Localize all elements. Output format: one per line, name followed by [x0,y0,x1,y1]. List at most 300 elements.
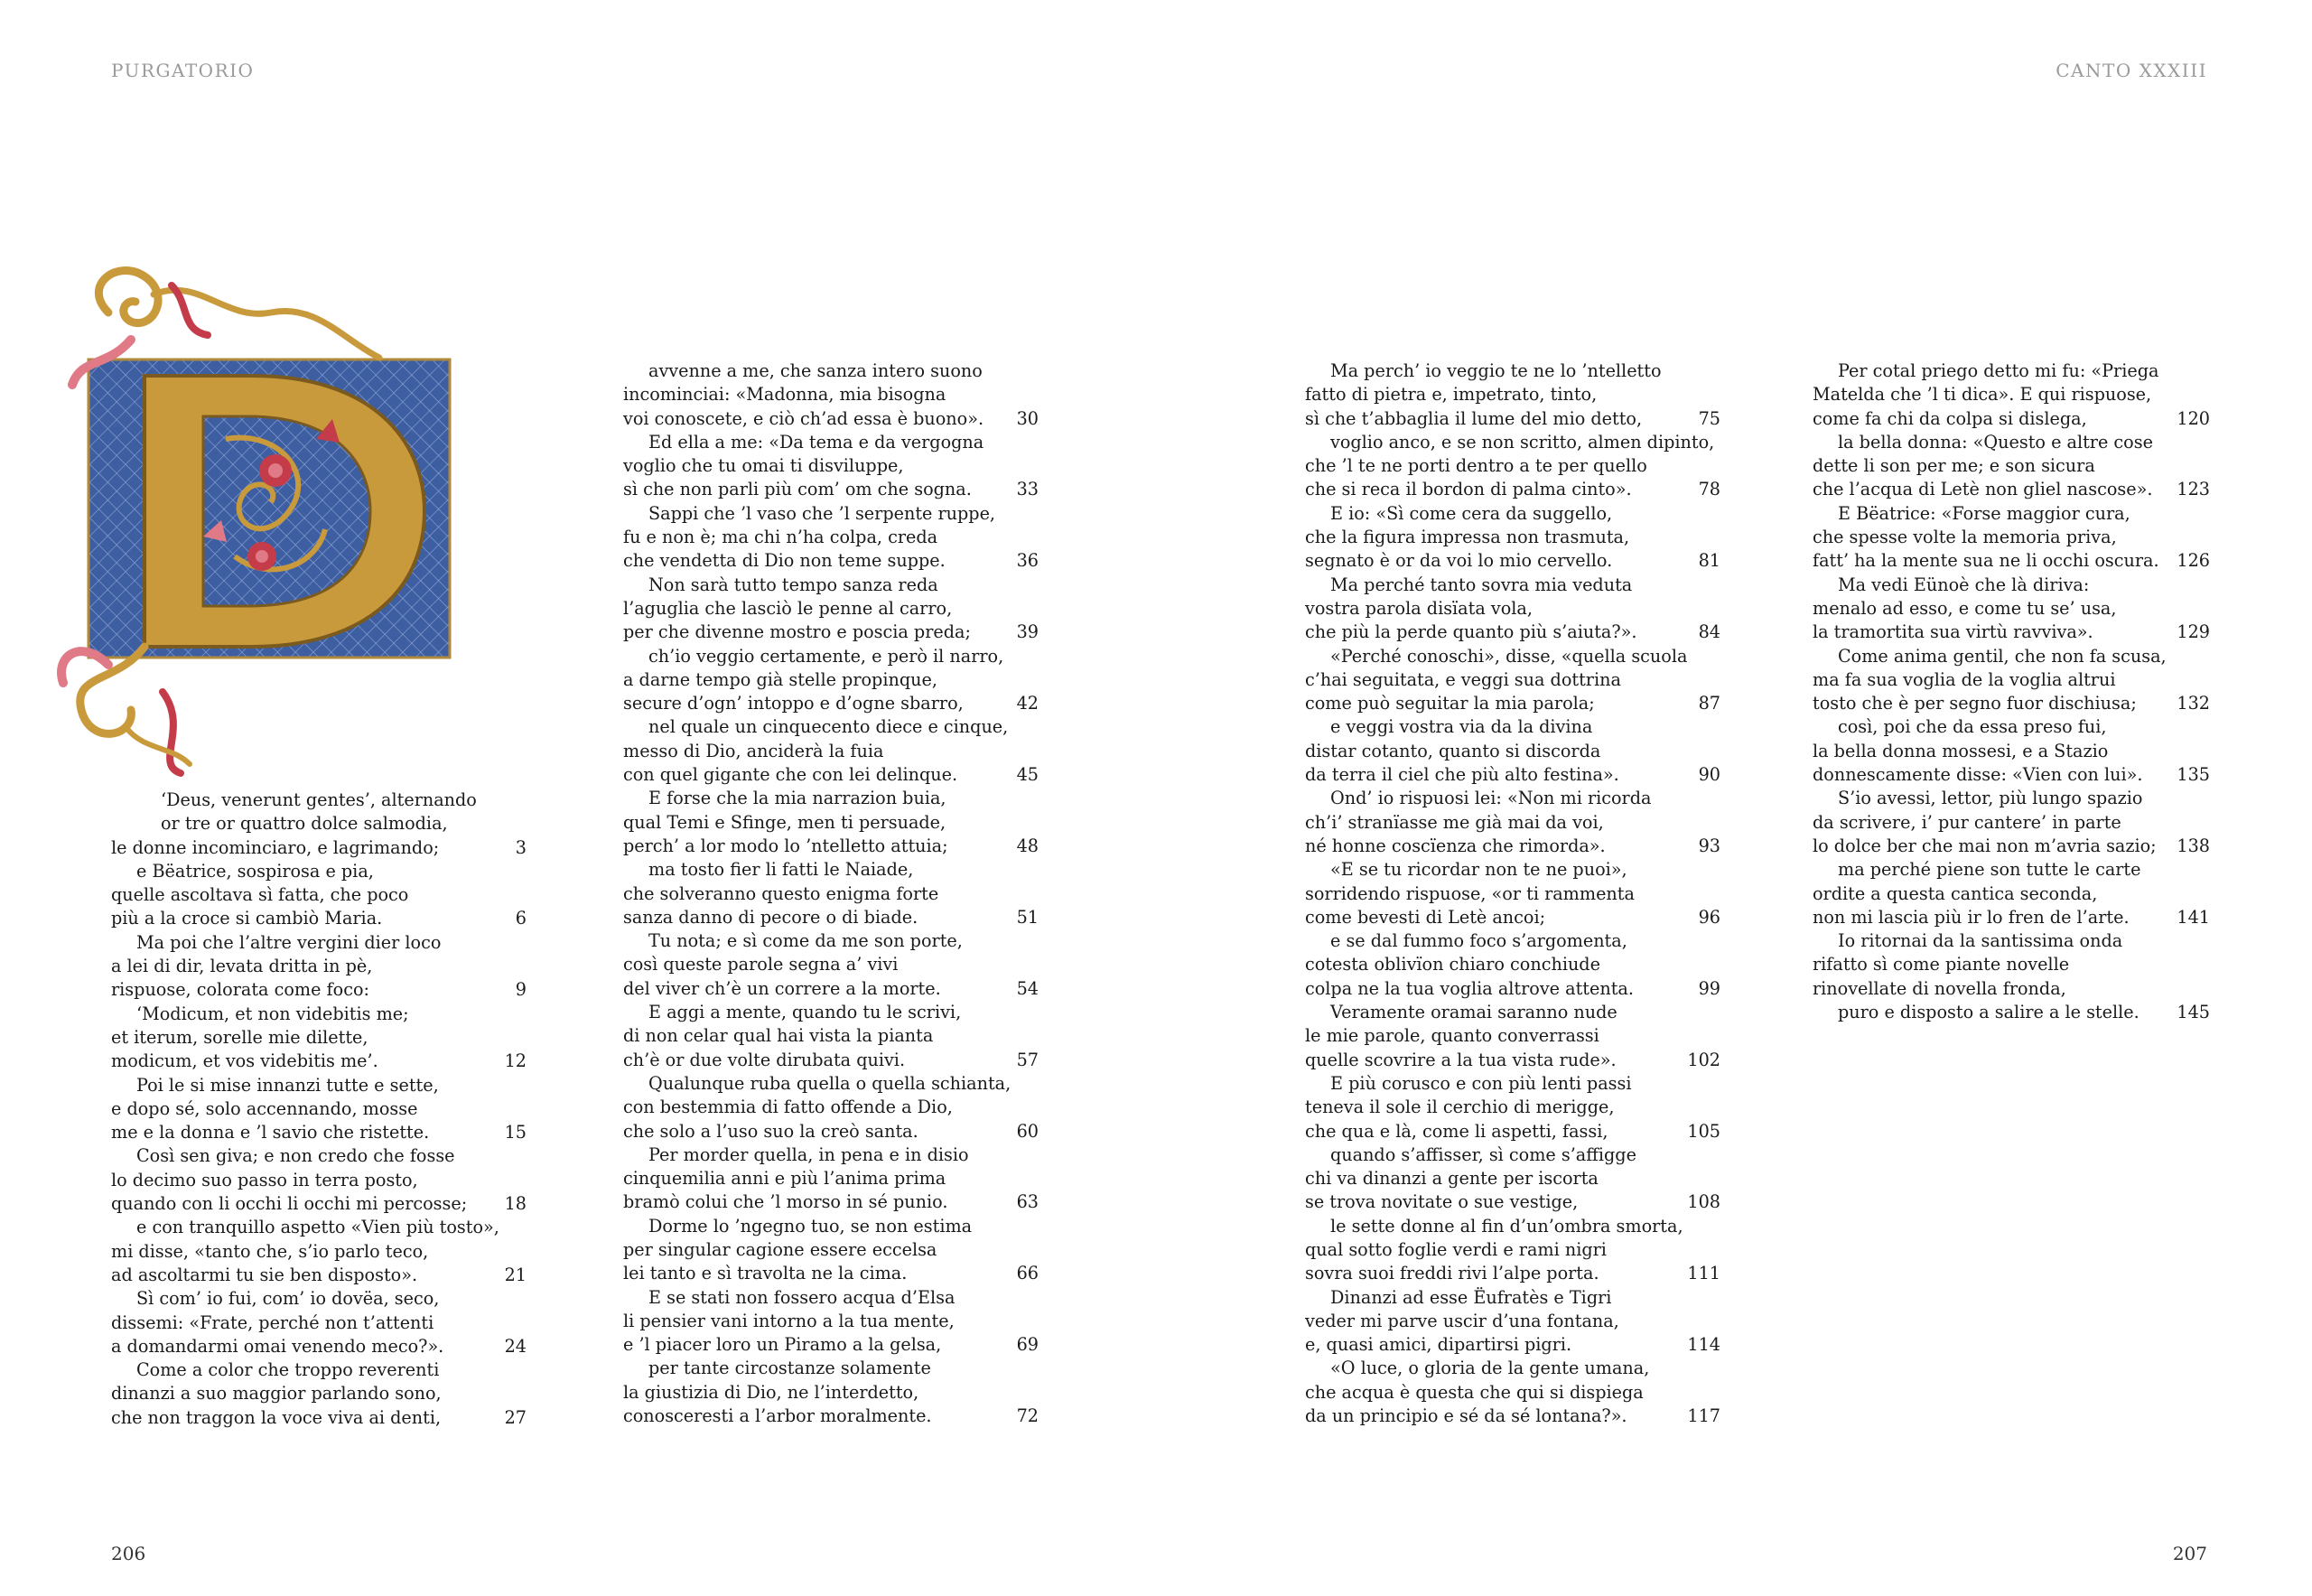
verse-line [1813,835,2210,858]
verse-text: sanza danno di pecore o di biade. [623,906,918,928]
page-number-left: 206 [111,1543,146,1564]
verse-text: et iterum, sorelle mie dilette, [111,1026,368,1048]
verse-text: fu e non è; ma chi n’ha colpa, creda [623,527,938,548]
verse-line [1305,929,1720,953]
verse-line [1813,359,2210,383]
verse-text: Tu nota; e sì come da me son porte, [648,930,963,952]
verse-text: ‘Deus, venerunt gentes’, alternando [161,789,477,810]
verse-column-3 [1305,359,1720,1428]
verse-column-2 [623,359,1039,1428]
line-number: 90 [1698,764,1720,786]
line-number: 24 [504,1335,527,1357]
verse-line [623,1215,1039,1238]
verse-text: ordite a questa cantica seconda, [1813,882,2098,904]
verse-line [111,1026,527,1050]
verse-text: sovra suoi freddi rivi l’alpe porta. [1305,1263,1599,1284]
verse-text: c’hai seguitata, e veggi sua dottrina [1305,668,1621,690]
verse-text: Come anima gentil, che non fa scusa, [1838,645,2167,667]
verse-line [1305,431,1720,454]
verse-text: E più corusco e con più lenti passi [1330,1072,1632,1094]
verse-line [111,836,527,860]
verse-line [623,383,1039,406]
verse-text: Ma vedi Eünoè che là diriva: [1838,574,2090,595]
verse-line [623,692,1039,715]
line-number: 138 [2177,835,2210,856]
verse-line [623,668,1039,692]
verse-text: ma tosto fier li fatti le Naiade, [648,859,914,881]
verse-text: me e la donna e ’l savio che ristette. [111,1122,430,1143]
line-number: 99 [1698,977,1720,999]
verse-text: puro e disposto a salire a le stelle. [1838,1002,2140,1023]
verse-text: voglio che tu omai ti disviluppe, [623,455,904,477]
verse-line [623,1381,1039,1405]
verse-line [1813,431,2210,454]
verse-text: Così sen giva; e non credo che fosse [136,1145,455,1167]
verse-line [111,1003,527,1026]
verse-line [623,1262,1039,1285]
verse-text: E aggi a mente, quando tu le scrivi, [648,1002,962,1023]
line-number: 81 [1698,550,1720,572]
verse-line [1813,882,2210,906]
verse-line [623,1310,1039,1333]
verse-line [1813,858,2210,882]
verse-text: E io: «Sì come cera da suggello, [1330,502,1613,524]
line-number: 27 [504,1406,527,1428]
verse-text: Per cotal priego detto mi fu: «Priega [1838,360,2159,381]
line-number: 84 [1698,621,1720,643]
verse-line [623,1167,1039,1190]
line-number: 42 [1016,693,1039,714]
verse-line [111,1121,527,1144]
verse-line [1305,1357,1720,1380]
verse-text: rifatto sì come piante novelle [1813,954,2070,975]
verse-text: lo decimo suo passo in terra posto, [111,1169,418,1190]
line-number: 9 [515,979,527,1001]
verse-line [111,812,527,835]
verse-line [111,1144,527,1168]
line-number: 30 [1016,407,1039,429]
verse-text: da scrivere, i’ pur cantere’ in parte [1813,811,2121,833]
line-number: 18 [504,1193,527,1215]
verse-line [623,526,1039,549]
verse-text: veder mi parve uscir d’una fontana, [1305,1310,1619,1331]
verse-line [1305,1167,1720,1190]
verse-line [623,1143,1039,1167]
verse-text: che non traggon la voce viva ai denti, [111,1406,442,1428]
verse-text: l’aguglia che lasciò le penne al carro, [623,597,953,619]
verse-line [1813,668,2210,692]
line-number: 15 [504,1122,527,1143]
verse-text: menalo ad esso, e come tu se’ usa, [1813,597,2117,619]
verse-line [1305,1049,1720,1072]
verse-text: e, quasi amici, dipartirsi pigri. [1305,1334,1572,1356]
verse-text: segnato è or da voi lo mio cervello. [1305,550,1613,572]
line-number: 135 [2177,764,2210,786]
verse-line [623,715,1039,739]
verse-text: Ed ella a me: «Da tema e da vergogna [648,431,984,453]
verse-line [623,645,1039,668]
line-number: 57 [1016,1049,1039,1070]
verse-line [623,502,1039,526]
verse-text: teneva il sole il cerchio di merigge, [1305,1097,1615,1118]
line-number: 114 [1687,1334,1720,1356]
verse-text: le donne incominciaro, e lagrimando; [111,836,440,858]
line-number: 63 [1016,1191,1039,1213]
verse-line [623,597,1039,621]
verse-text: ch’è or due volte dirubata quivi. [623,1049,906,1070]
verse-text: donnescamente disse: «Vien con lui». [1813,764,2143,786]
verse-text: da un principio e sé da sé lontana?». [1305,1405,1627,1427]
verse-line [1305,549,1720,573]
verse-line [623,1286,1039,1310]
line-number: 129 [2177,621,2210,643]
verse-column-4 [1813,359,2210,1024]
line-number: 78 [1698,479,1720,500]
verse-text: per che divenne mostro e poscia preda; [623,621,971,643]
verse-line [623,1190,1039,1214]
verse-text: che si reca il bordon di palma cinto». [1305,479,1632,500]
verse-text: «O luce, o gloria de la gente umana, [1330,1358,1650,1379]
verse-line [1305,740,1720,763]
verse-line [1305,1333,1720,1357]
verse-text: fatt’ ha la mente sua ne li occhi oscura. [1813,550,2159,572]
verse-text: conosceresti a l’arbor moralmente. [623,1405,932,1427]
verse-text: dissemi: «Frate, perché non t’attenti [111,1311,434,1333]
verse-line [1813,715,2210,739]
verse-text: per singular cagione essere eccelsa [623,1238,937,1260]
verse-line [1813,692,2210,715]
verse-text: non mi lascia più ir lo fren de l’arte. [1813,906,2130,928]
verse-text: bramò colui che ’l morso in sé punio. [623,1191,948,1213]
verse-line [623,763,1039,787]
verse-text: vostra parola disïata vola, [1305,597,1533,619]
line-number: 93 [1698,835,1720,856]
verse-text: di non celar qual hai vista la pianta [623,1025,934,1047]
verse-line [1813,763,2210,787]
verse-text: la giustizia di Dio, ne l’interdetto, [623,1381,919,1403]
line-number: 132 [2177,693,2210,714]
line-number: 33 [1016,479,1039,500]
verse-line [1305,763,1720,787]
verse-line [1305,1405,1720,1428]
verse-text: come può seguitar la mia parola; [1305,693,1595,714]
line-number: 75 [1698,407,1720,429]
verse-line [1813,502,2210,526]
verse-line [1305,1072,1720,1096]
verse-line [1305,906,1720,929]
verse-line [1305,1262,1720,1285]
verse-line [111,1074,527,1097]
verse-text: chi va dinanzi a gente per iscorta [1305,1168,1599,1190]
verse-line [111,883,527,907]
line-number: 123 [2177,479,2210,500]
line-number: 117 [1687,1405,1720,1427]
verse-line [1305,526,1720,549]
verse-line [1305,1190,1720,1214]
verse-line [111,1097,527,1121]
verse-text: Dorme lo ’ngegno tuo, se non estima [648,1215,973,1237]
verse-text: Non sarà tutto tempo sanza reda [648,574,938,595]
verse-line [1813,574,2210,597]
verse-text: mi disse, «tanto che, s’io parlo teco, [111,1240,429,1262]
verse-line [111,1264,527,1287]
verse-text: e ’l piacer loro un Piramo a la gelsa, [623,1334,942,1356]
verse-line [623,740,1039,763]
verse-line [111,860,527,883]
verse-text: sì che non parli più com’ om che sogna. [623,479,972,500]
verse-text: ch’io veggio certamente, e però il narro, [648,645,1004,667]
verse-line [1305,1024,1720,1048]
verse-text: che ’l te ne porti dentro a te per quello [1305,455,1647,477]
verse-column-1 [111,789,527,1430]
verse-text: che la figura impressa non trasmuta, [1305,527,1630,548]
verse-line [1813,549,2210,573]
verse-line [623,407,1039,431]
verse-text: Ma poi che l’altre vergini dier loco [136,931,442,953]
verse-text: le sette donne al fin d’un’ombra smorta, [1330,1215,1683,1237]
verse-line [623,1405,1039,1428]
verse-text: le mie parole, quanto converrassi [1305,1025,1599,1047]
verse-text: voglio anco, e se non scritto, almen dipinto, [1330,431,1715,453]
verse-text: che più la perde quanto più s’aiuta?». [1305,621,1637,643]
verse-text: modicum, et vos videbitis me’. [111,1050,378,1072]
verse-line [1305,597,1720,621]
verse-text: avvenne a me, che sanza intero suono [648,360,983,381]
verse-line [1813,621,2210,644]
verse-text: Qualunque ruba quella o quella schianta, [648,1072,1012,1094]
verse-line [623,1096,1039,1119]
verse-line [623,359,1039,383]
line-number: 111 [1687,1263,1720,1284]
verse-text: e con tranquillo aspetto «Vien più tosto», [136,1217,499,1238]
verse-text: E forse che la mia narrazion buia, [648,788,946,809]
verse-line [1305,835,1720,858]
verse-text: S’io avessi, lettor, più lungo spazio [1838,788,2143,809]
verse-text: a darne tempo già stelle propinque, [623,668,937,690]
verse-text: ad ascoltarmi tu sie ben disposto». [111,1264,418,1285]
verse-text: quelle ascoltava sì fatta, che poco [111,884,409,906]
verse-line [1305,692,1720,715]
verse-text: quelle scovrire a la tua vista rude». [1305,1049,1617,1070]
line-number: 102 [1687,1049,1720,1070]
illuminated-initial-d [45,258,452,779]
verse-text: lo dolce ber che mai non m’avria sazio; [1813,835,2157,856]
line-number: 6 [515,908,527,929]
running-header-right: CANTO XXXIII [2056,60,2207,81]
verse-line [1305,882,1720,906]
verse-text: Ma perch’ io veggio te ne lo ’ntelletto [1330,360,1662,381]
verse-text: ma perché piene son tutte le carte [1838,859,2141,881]
verse-line [1813,407,2210,431]
verse-line [623,1072,1039,1096]
line-number: 108 [1687,1191,1720,1213]
verse-line [623,882,1039,906]
verse-line [111,1358,527,1382]
verse-line [623,1001,1039,1024]
verse-text: Dinanzi ad esse Ëufratès e Tigri [1330,1286,1612,1308]
verse-line [623,787,1039,810]
verse-line [623,1238,1039,1262]
verse-line [111,955,527,978]
verse-text: così queste parole segna a’ vivi [623,954,899,975]
verse-text: tosto che è per segno fuor dischiusa; [1813,693,2137,714]
line-number: 66 [1016,1263,1039,1284]
line-number: 126 [2177,550,2210,572]
verse-line [1305,1001,1720,1024]
verse-text: con quel gigante che con lei delinque. [623,764,958,786]
line-number: 141 [2177,906,2210,928]
verse-line [623,478,1039,501]
verse-line [623,431,1039,454]
verse-line [1305,1238,1720,1262]
verse-text: E se stati non fossero acqua d’Elsa [648,1286,956,1308]
verse-line [1813,953,2210,976]
verse-line [1305,787,1720,810]
verse-text: Per morder quella, in pena e in disio [648,1143,969,1165]
verse-text: rispuose, colorata come foco: [111,979,369,1001]
line-number: 72 [1016,1405,1039,1427]
verse-line [1813,906,2210,929]
verse-text: che qua e là, come li aspetti, fassi, [1305,1120,1608,1142]
line-number: 69 [1016,1334,1039,1356]
verse-text: e dopo sé, solo accennando, mosse [111,1097,418,1119]
verse-line [1305,407,1720,431]
verse-text: cinquemilia anni e più l’anima prima [623,1168,946,1190]
right-page [1156,0,2312,1596]
verse-text: che solo a l’uso suo la creò santa. [623,1120,918,1142]
verse-line [1813,787,2210,810]
verse-text: rinovellate di novella fronda, [1813,977,2066,999]
line-number: 87 [1698,693,1720,714]
verse-text: né honne coscïenza che rimorda». [1305,835,1606,856]
verse-line [623,835,1039,858]
verse-text: che vendetta di Dio non teme suppe. [623,550,946,572]
verse-text: qual Temi e Sfinge, men ti persuade, [623,811,946,833]
verse-text: «E se tu ricordar non te ne puoi», [1330,859,1627,881]
line-number: 36 [1016,550,1039,572]
verse-text: li pensier vani intorno a la tua mente, [623,1310,955,1331]
verse-text: ‘Modicum, et non videbitis me; [136,1003,409,1024]
verse-text: che spesse volte la memoria priva, [1813,527,2117,548]
verse-text: la bella donna: «Questo e altre cose [1838,431,2153,453]
verse-text: con bestemmia di fatto offende a Dio, [623,1097,953,1118]
verse-text: Come a color che troppo reverenti [136,1359,440,1381]
verse-text: quando con li occhi li occhi mi percosse; [111,1193,468,1215]
verse-line [111,1335,527,1358]
line-number: 96 [1698,906,1720,928]
verse-line [111,1382,527,1405]
verse-line [111,978,527,1002]
verse-text: così, poi che da essa preso fui, [1838,716,2107,738]
verse-line [111,1311,527,1335]
verse-line [1305,621,1720,644]
line-number: 60 [1016,1120,1039,1142]
verse-line [1813,383,2210,406]
verse-text: colpa ne la tua voglia altrove attenta. [1305,977,1634,999]
verse-text: Sì com’ io fui, com’ io dovëa, seco, [136,1288,440,1310]
verse-text: fatto di pietra e, impetrato, tinto, [1305,384,1598,406]
verse-line [1813,526,2210,549]
verse-text: ch’i’ stranïasse me già mai da voi, [1305,811,1604,833]
verse-text: dette li son per me; e son sicura [1813,455,2095,477]
line-number: 54 [1016,977,1039,999]
verse-line [623,549,1039,573]
verse-line [1305,668,1720,692]
verse-text: del viver ch’è un correre a la morte. [623,977,941,999]
verse-line [1305,953,1720,976]
verse-line [111,1169,527,1192]
verse-line [1305,359,1720,383]
verse-line [623,929,1039,953]
verse-line [1813,597,2210,621]
verse-line [1813,740,2210,763]
verse-line [623,454,1039,478]
verse-text: or tre or quattro dolce salmodia, [161,813,448,835]
verse-text: come bevesti di Letè ancoi; [1305,906,1546,928]
verse-line [1305,1120,1720,1143]
verse-text: Matelda che ’l ti dica». E qui rispuose, [1813,384,2152,406]
line-number: 105 [1687,1120,1720,1142]
running-header-left: PURGATORIO [111,60,255,81]
verse-text: voi conoscete, e ciò ch’ad essa è buono». [623,407,984,429]
verse-line [1305,715,1720,739]
verse-text: Ma perché tanto sovra mia veduta [1330,574,1633,595]
verse-line [623,1120,1039,1143]
verse-text: e Bëatrice, sospirosa e pia, [136,860,374,882]
line-number: 51 [1016,906,1039,928]
line-number: 48 [1016,835,1039,856]
verse-line [1305,1215,1720,1238]
verse-line [1305,383,1720,406]
verse-line [111,789,527,812]
verse-text: incominciai: «Madonna, mia bisogna [623,384,946,406]
verse-line [623,574,1039,597]
verse-line [111,1240,527,1264]
verse-line [623,1049,1039,1072]
verse-text: a lei di dir, levata dritta in pè, [111,956,373,977]
verse-text: quando s’affisser, sì come s’affigge [1330,1143,1636,1165]
line-number: 145 [2177,1002,2210,1023]
verse-line [1813,645,2210,668]
verse-line [111,1406,527,1430]
verse-text: dinanzi a suo maggior parlando sono, [111,1383,442,1405]
verse-line [1305,811,1720,835]
verse-text: «Perché conoschi», disse, «quella scuola [1330,645,1688,667]
verse-text: sorridendo rispuose, «or ti rammenta [1305,882,1635,904]
verse-line [1305,502,1720,526]
verse-text: più a la croce si cambiò Maria. [111,908,383,929]
verse-text: che l’acqua di Letè non gliel nascose». [1813,479,2153,500]
verse-line [623,1357,1039,1380]
verse-text: se trova novitate o sue vestige, [1305,1191,1579,1213]
verse-text: nel quale un cinquecento diece e cinque, [648,716,1009,738]
verse-line [1813,454,2210,478]
verse-text: per tante circostanze solamente [648,1358,931,1379]
verse-text: sì che t’abbaglia il lume del mio detto, [1305,407,1643,429]
verse-line [1305,1096,1720,1119]
verse-line [623,811,1039,835]
verse-text: cotesta oblivïon chiaro conchiude [1305,954,1600,975]
verse-text: da terra il ciel che più alto festina». [1305,764,1619,786]
line-number: 45 [1016,764,1039,786]
verse-line [111,1192,527,1216]
verse-text: e se dal fummo foco s’argomenta, [1330,930,1627,952]
verse-text: Ond’ io rispuosi lei: «Non mi ricorda [1330,788,1652,809]
verse-line [1305,574,1720,597]
verse-line [623,858,1039,882]
verse-text: come fa chi da colpa si dislega, [1813,407,2087,429]
page-number-right: 207 [2172,1543,2207,1564]
